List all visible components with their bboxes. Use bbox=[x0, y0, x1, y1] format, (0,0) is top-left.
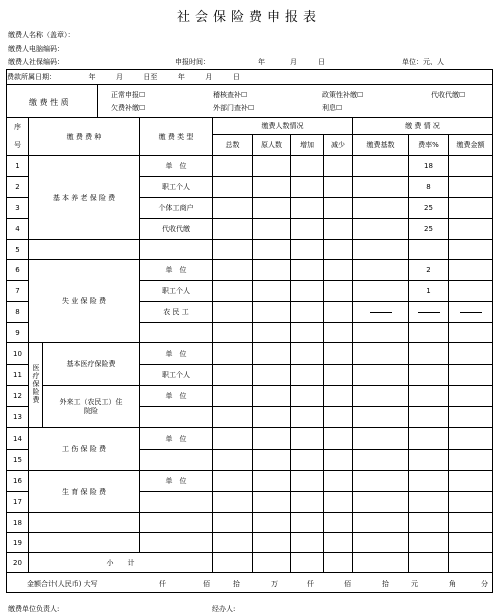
rate-value: 18 bbox=[409, 156, 449, 177]
period-month-1: 月 bbox=[115, 73, 123, 81]
cell-input[interactable] bbox=[449, 260, 493, 281]
total-amount-row bbox=[7, 573, 493, 593]
cell-input[interactable] bbox=[253, 198, 291, 219]
cell-input[interactable] bbox=[324, 343, 353, 365]
col-rate: 费率% bbox=[409, 135, 449, 156]
cell-input[interactable] bbox=[324, 219, 353, 240]
cell-input[interactable] bbox=[213, 492, 253, 513]
row-number: 7 bbox=[7, 281, 29, 302]
cell-input[interactable] bbox=[291, 450, 324, 471]
cell-input[interactable] bbox=[253, 533, 291, 553]
cell-input[interactable] bbox=[324, 386, 353, 407]
unit-qian-1: 仟 bbox=[159, 580, 166, 588]
row-number: 12 bbox=[7, 386, 29, 407]
option-audit[interactable]: 稽核查补☐ bbox=[213, 91, 248, 99]
cell-input[interactable] bbox=[253, 365, 291, 386]
empty-cell bbox=[140, 492, 213, 513]
cell-input[interactable] bbox=[449, 219, 493, 240]
cell-input[interactable] bbox=[213, 407, 253, 428]
period-year-1: 年 bbox=[88, 73, 96, 81]
cell-input[interactable] bbox=[291, 365, 324, 386]
cell-input[interactable] bbox=[324, 553, 353, 573]
cell-input[interactable] bbox=[253, 240, 291, 260]
payer-ss-code-label: 缴费人社保编码： bbox=[8, 58, 64, 66]
pay-type: 单 位 bbox=[140, 386, 213, 407]
form-title: 社会保险费申报表 bbox=[176, 10, 321, 25]
cell-input[interactable] bbox=[253, 281, 291, 302]
declaration-table bbox=[6, 69, 493, 593]
col-original: 原人数 bbox=[253, 135, 291, 156]
cell-input[interactable] bbox=[353, 428, 409, 450]
row-number: 10 bbox=[7, 343, 29, 365]
cell-input[interactable] bbox=[324, 156, 353, 177]
empty-cell bbox=[29, 240, 140, 260]
cell-input[interactable] bbox=[213, 533, 253, 553]
cell-input[interactable] bbox=[449, 240, 493, 260]
cell-input[interactable] bbox=[213, 302, 253, 323]
cell-input[interactable] bbox=[409, 450, 449, 471]
cell-input[interactable] bbox=[253, 156, 291, 177]
cell-input[interactable] bbox=[253, 323, 291, 343]
pay-type: 职工个人 bbox=[140, 365, 213, 386]
col-decrease: 减少 bbox=[324, 135, 353, 156]
unit-bai-1: 佰 bbox=[203, 580, 210, 588]
unit-yuan: 元 bbox=[411, 580, 418, 588]
cell-input[interactable] bbox=[291, 386, 324, 407]
payer-name-label: 缴费人名称（盖章）： bbox=[8, 31, 75, 39]
pay-type: 单 位 bbox=[140, 471, 213, 492]
cell-input[interactable] bbox=[213, 177, 253, 198]
cell-input[interactable] bbox=[353, 240, 409, 260]
cell-input[interactable] bbox=[449, 343, 493, 365]
cell-input[interactable] bbox=[213, 260, 253, 281]
cell-input[interactable] bbox=[213, 513, 253, 533]
cell-input[interactable] bbox=[409, 428, 449, 450]
cell-input[interactable] bbox=[353, 407, 409, 428]
cell-input[interactable] bbox=[291, 471, 324, 492]
dash-cell bbox=[409, 302, 449, 323]
row-number: 4 bbox=[7, 219, 29, 240]
cell-input[interactable] bbox=[291, 492, 324, 513]
cell-input[interactable] bbox=[324, 450, 353, 471]
cell-input[interactable] bbox=[409, 533, 449, 553]
cell-input[interactable] bbox=[324, 492, 353, 513]
cell-input[interactable] bbox=[213, 219, 253, 240]
pay-type: 农 民 工 bbox=[140, 302, 213, 323]
empty-cell bbox=[140, 513, 213, 533]
cell-input[interactable] bbox=[449, 198, 493, 219]
cell-input[interactable] bbox=[213, 240, 253, 260]
row-number: 17 bbox=[7, 492, 29, 513]
col-base: 缴费基数 bbox=[353, 135, 409, 156]
cell-input[interactable] bbox=[253, 450, 291, 471]
cell-input[interactable] bbox=[291, 260, 324, 281]
unit-wan: 万 bbox=[271, 580, 278, 588]
row-number: 1 bbox=[7, 156, 29, 177]
cell-input[interactable] bbox=[353, 533, 409, 553]
option-arrears[interactable]: 欠费补缴☐ bbox=[111, 104, 146, 112]
cell-input[interactable] bbox=[449, 156, 493, 177]
row-number: 13 bbox=[7, 407, 29, 428]
unit-shi-1: 拾 bbox=[233, 580, 240, 588]
cell-input[interactable] bbox=[449, 533, 493, 553]
col-seq: 序 号 bbox=[7, 118, 29, 156]
principal-label: 缴费单位负责人: bbox=[8, 605, 60, 613]
pay-type: 职工个人 bbox=[140, 177, 213, 198]
cell-input[interactable] bbox=[213, 281, 253, 302]
option-interest[interactable]: 利息☐ bbox=[322, 104, 343, 112]
cell-input[interactable] bbox=[449, 177, 493, 198]
unit-fen: 分 bbox=[481, 580, 488, 588]
pay-type: 代收代缴 bbox=[140, 219, 213, 240]
cell-input[interactable] bbox=[449, 513, 493, 533]
cell-input[interactable] bbox=[449, 471, 493, 492]
cell-input[interactable] bbox=[353, 343, 409, 365]
cell-input[interactable] bbox=[213, 323, 253, 343]
cell-input[interactable] bbox=[291, 553, 324, 573]
cell-input[interactable] bbox=[324, 198, 353, 219]
cell-input[interactable] bbox=[213, 386, 253, 407]
row-number: 5 bbox=[7, 240, 29, 260]
pay-type: 单 位 bbox=[140, 428, 213, 450]
cell-input[interactable] bbox=[291, 219, 324, 240]
cell-input[interactable] bbox=[449, 553, 493, 573]
cell-input[interactable] bbox=[324, 260, 353, 281]
row-number: 16 bbox=[7, 471, 29, 492]
col-pay-type: 缴 费 类 型 bbox=[140, 118, 213, 156]
row-number: 3 bbox=[7, 198, 29, 219]
cell-input[interactable] bbox=[253, 471, 291, 492]
empty-cell bbox=[140, 407, 213, 428]
option-external[interactable]: 外部门查补☐ bbox=[213, 104, 255, 112]
payer-code-label: 缴费人电脑编码： bbox=[8, 45, 64, 53]
row-number: 20 bbox=[7, 553, 29, 573]
dash-cell bbox=[449, 302, 493, 323]
cell-input[interactable] bbox=[291, 323, 324, 343]
declare-time-label: 申报时间： bbox=[175, 58, 210, 66]
cell-input[interactable] bbox=[449, 428, 493, 450]
pay-nature-label: 缴 费 性 质 bbox=[29, 98, 69, 107]
cell-input[interactable] bbox=[291, 240, 324, 260]
cell-input[interactable] bbox=[409, 471, 449, 492]
pay-type: 职工个人 bbox=[140, 281, 213, 302]
cell-input[interactable] bbox=[324, 177, 353, 198]
medical-group: 医疗保险费 bbox=[29, 343, 43, 428]
row-number: 6 bbox=[7, 260, 29, 281]
cell-input[interactable] bbox=[291, 343, 324, 365]
cell-input[interactable] bbox=[409, 343, 449, 365]
row-number: 14 bbox=[7, 428, 29, 450]
cell-input[interactable] bbox=[324, 323, 353, 343]
option-normal[interactable]: 正常申报☐ bbox=[111, 91, 146, 99]
cell-input[interactable] bbox=[324, 281, 353, 302]
cell-input[interactable] bbox=[213, 553, 253, 573]
row-number: 11 bbox=[7, 365, 29, 386]
cell-input[interactable] bbox=[253, 302, 291, 323]
cell-input[interactable] bbox=[213, 428, 253, 450]
pay-type: 个体工商户 bbox=[140, 198, 213, 219]
subtotal-label: 小 计 bbox=[29, 553, 213, 573]
cell-input[interactable] bbox=[324, 471, 353, 492]
cell-input[interactable] bbox=[213, 198, 253, 219]
col-insurance: 缴 费 费 种 bbox=[29, 118, 140, 156]
cell-input[interactable] bbox=[324, 365, 353, 386]
rate-value: 8 bbox=[409, 177, 449, 198]
col-people-group: 缴费人数情况 bbox=[213, 118, 353, 135]
empty-cell bbox=[29, 513, 140, 533]
injury-name: 工 伤 保 险 费 bbox=[29, 428, 140, 471]
col-amount: 缴费金额 bbox=[449, 135, 493, 156]
empty-cell bbox=[29, 533, 140, 553]
cell-input[interactable] bbox=[353, 450, 409, 471]
cell-input[interactable] bbox=[324, 240, 353, 260]
cell-input[interactable] bbox=[324, 428, 353, 450]
cell-input[interactable] bbox=[324, 513, 353, 533]
pension-name: 基 本 养 老 保 险 费 bbox=[29, 156, 140, 240]
cell-input[interactable] bbox=[409, 513, 449, 533]
pay-type: 单 位 bbox=[140, 343, 213, 365]
cell-input[interactable] bbox=[291, 302, 324, 323]
cell-input[interactable] bbox=[291, 198, 324, 219]
cell-input[interactable] bbox=[353, 219, 409, 240]
cell-input[interactable] bbox=[449, 407, 493, 428]
cell-input[interactable] bbox=[291, 407, 324, 428]
row-number: 18 bbox=[7, 513, 29, 533]
row-number: 2 bbox=[7, 177, 29, 198]
unemployment-name: 失 业 保 险 费 bbox=[29, 260, 140, 343]
cell-input[interactable] bbox=[353, 281, 409, 302]
medical-outside: 外来工（农民工）住院险 bbox=[43, 386, 140, 428]
declare-day: 日 bbox=[318, 58, 325, 66]
period-year-2: 年 bbox=[177, 73, 185, 81]
rate-value: 25 bbox=[409, 219, 449, 240]
cell-input[interactable] bbox=[291, 533, 324, 553]
cell-input[interactable] bbox=[253, 386, 291, 407]
cell-input[interactable] bbox=[353, 365, 409, 386]
pay-type: 单 位 bbox=[140, 260, 213, 281]
rate-value: 25 bbox=[409, 198, 449, 219]
row-number: 8 bbox=[7, 302, 29, 323]
cell-input[interactable] bbox=[409, 240, 449, 260]
pay-type: 单 位 bbox=[140, 156, 213, 177]
cell-input[interactable] bbox=[291, 513, 324, 533]
cell-input[interactable] bbox=[213, 450, 253, 471]
cell-input[interactable] bbox=[324, 302, 353, 323]
cell-input[interactable] bbox=[253, 428, 291, 450]
cell-input[interactable] bbox=[253, 492, 291, 513]
col-pay-group: 缴 费 情 况 bbox=[353, 118, 493, 135]
cell-input[interactable] bbox=[291, 281, 324, 302]
cell-input[interactable] bbox=[409, 553, 449, 573]
row-number: 15 bbox=[7, 450, 29, 471]
declare-year: 年 bbox=[258, 58, 265, 66]
cell-input[interactable] bbox=[449, 365, 493, 386]
cell-input[interactable] bbox=[324, 533, 353, 553]
cell-input[interactable] bbox=[449, 450, 493, 471]
unit-bai-2: 佰 bbox=[344, 580, 351, 588]
cell-input[interactable] bbox=[449, 323, 493, 343]
cell-input[interactable] bbox=[353, 471, 409, 492]
cell-input[interactable] bbox=[449, 386, 493, 407]
cell-input[interactable] bbox=[324, 407, 353, 428]
empty-cell bbox=[140, 533, 213, 553]
cell-input[interactable] bbox=[253, 343, 291, 365]
period-label: 费款所属日期： bbox=[7, 73, 56, 81]
cell-input[interactable] bbox=[253, 260, 291, 281]
cell-input[interactable] bbox=[409, 323, 449, 343]
period-day-2: 日 bbox=[232, 73, 240, 81]
option-collect[interactable]: 代收代缴☐ bbox=[431, 91, 466, 99]
cell-input[interactable] bbox=[213, 156, 253, 177]
cell-input[interactable] bbox=[353, 553, 409, 573]
cell-input[interactable] bbox=[353, 260, 409, 281]
cell-input[interactable] bbox=[213, 343, 253, 365]
empty-cell bbox=[140, 450, 213, 471]
cell-input[interactable] bbox=[291, 177, 324, 198]
declare-month: 月 bbox=[290, 58, 297, 66]
cell-input[interactable] bbox=[353, 177, 409, 198]
cell-input[interactable] bbox=[449, 492, 493, 513]
cell-input[interactable] bbox=[291, 156, 324, 177]
cell-input[interactable] bbox=[291, 428, 324, 450]
cell-input[interactable] bbox=[449, 281, 493, 302]
cell-input[interactable] bbox=[253, 553, 291, 573]
unit-qian-2: 仟 bbox=[307, 580, 314, 588]
pay-nature-row bbox=[7, 85, 493, 118]
medical-basic: 基本医疗保险费 bbox=[43, 343, 140, 386]
rate-value: 1 bbox=[409, 281, 449, 302]
unit-label: 单位：元、人 bbox=[402, 58, 444, 66]
unit-jiao: 角 bbox=[449, 580, 456, 588]
row-number: 19 bbox=[7, 533, 29, 553]
cell-input[interactable] bbox=[213, 471, 253, 492]
handler-label: 经办人: bbox=[212, 605, 236, 613]
cell-input[interactable] bbox=[213, 365, 253, 386]
empty-cell bbox=[140, 323, 213, 343]
cell-input[interactable] bbox=[353, 513, 409, 533]
cell-input[interactable] bbox=[253, 219, 291, 240]
dash-cell bbox=[353, 302, 409, 323]
cell-input[interactable] bbox=[353, 156, 409, 177]
cell-input[interactable] bbox=[253, 513, 291, 533]
cell-input[interactable] bbox=[409, 492, 449, 513]
period-to: 日至 bbox=[143, 73, 158, 81]
col-increase: 增加 bbox=[291, 135, 324, 156]
col-total: 总数 bbox=[213, 135, 253, 156]
option-policy[interactable]: 政策性补缴☐ bbox=[322, 91, 364, 99]
rate-value: 2 bbox=[409, 260, 449, 281]
cell-input[interactable] bbox=[353, 492, 409, 513]
cell-input[interactable] bbox=[409, 386, 449, 407]
total-amount-label: 金额合计(人民币) 大写 bbox=[27, 580, 98, 588]
maternity-name: 生 育 保 险 费 bbox=[29, 471, 140, 513]
empty-cell bbox=[140, 240, 213, 260]
cell-input[interactable] bbox=[409, 407, 449, 428]
cell-input[interactable] bbox=[253, 407, 291, 428]
cell-input[interactable] bbox=[353, 323, 409, 343]
period-row bbox=[7, 70, 493, 85]
cell-input[interactable] bbox=[409, 365, 449, 386]
cell-input[interactable] bbox=[353, 198, 409, 219]
cell-input[interactable] bbox=[253, 177, 291, 198]
cell-input[interactable] bbox=[353, 386, 409, 407]
unit-shi-2: 拾 bbox=[382, 580, 389, 588]
row-number: 9 bbox=[7, 323, 29, 343]
period-month-2: 月 bbox=[205, 73, 213, 81]
